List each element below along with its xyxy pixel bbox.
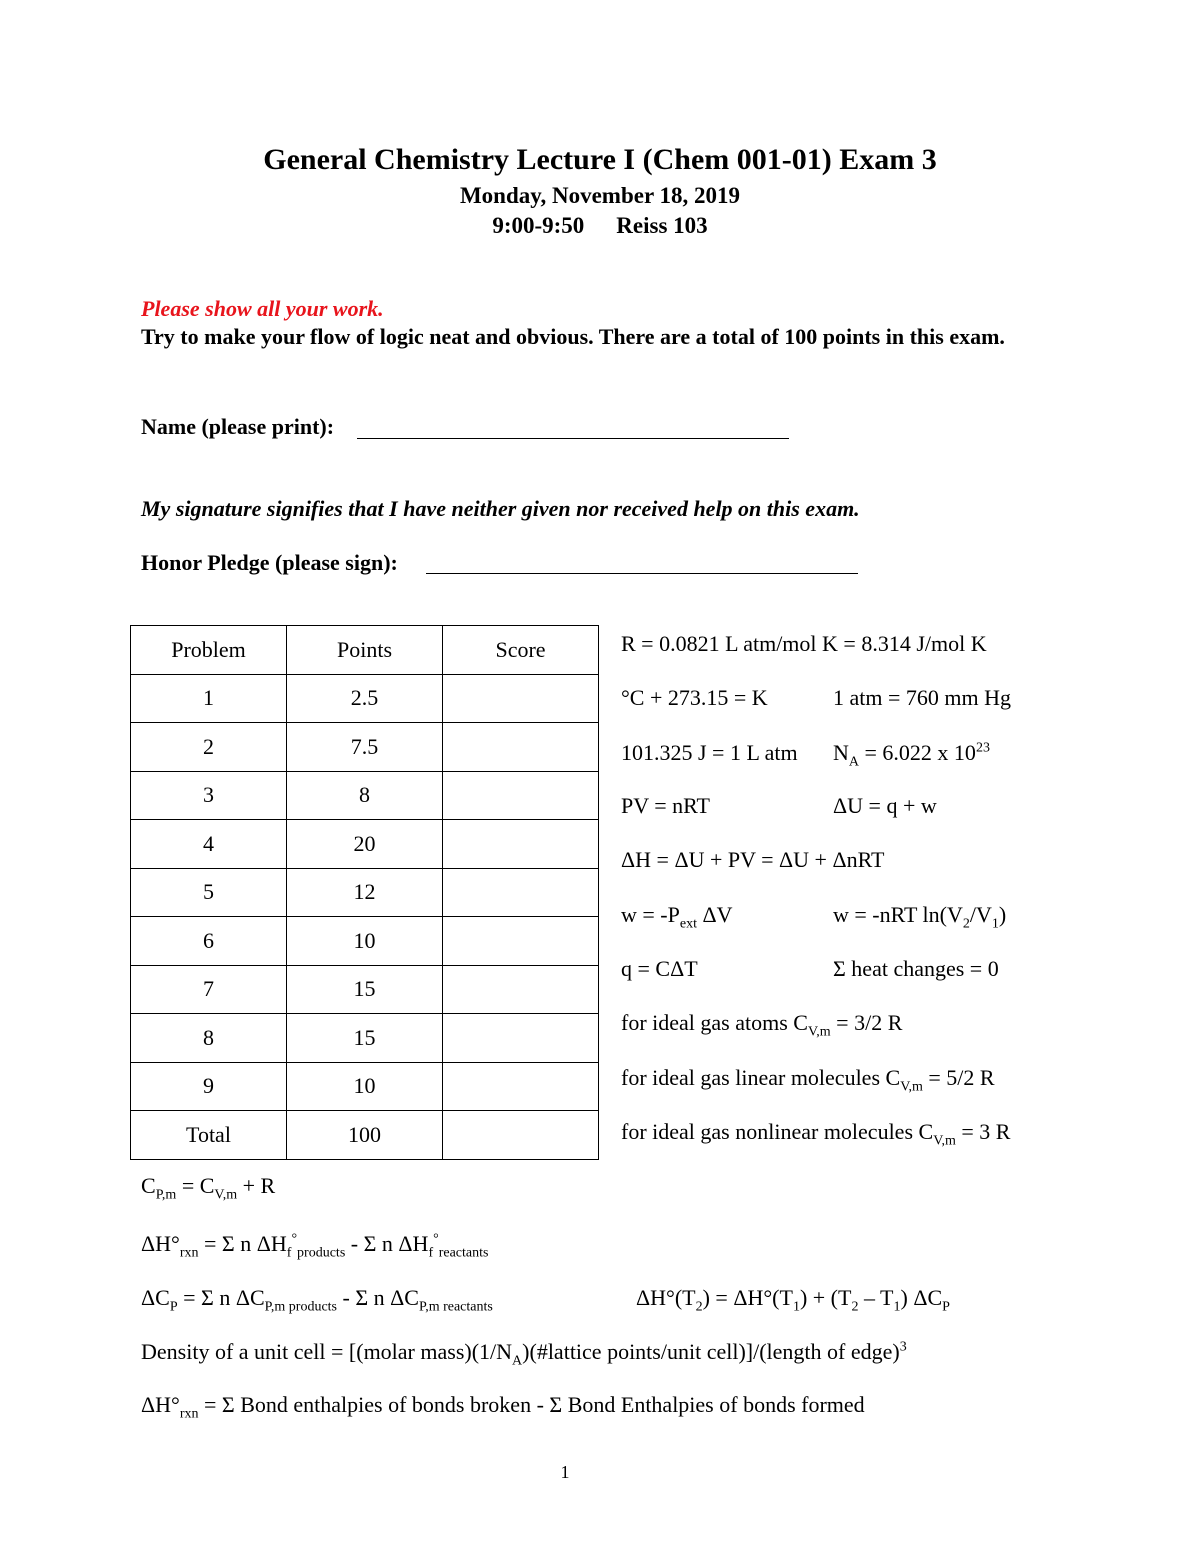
table-row-total: [131, 1111, 599, 1160]
table-header: Points: [287, 626, 443, 675]
name-label: Name (please print):: [141, 414, 335, 439]
score-cell[interactable]: [443, 1014, 599, 1063]
exam-time: 9:00-9:50: [492, 213, 585, 238]
problem-cell: 8: [131, 1014, 287, 1063]
problem-cell: 3: [131, 771, 287, 820]
cp-cv-relation: $C_{P,m} = C_{V,m} + R$: [141, 1173, 276, 1203]
points-cell: 10: [287, 1062, 443, 1111]
exam-title: General Chemistry Lecture I (Chem 001-01) Exam 3: [263, 143, 937, 176]
signature-blank-line[interactable]: [426, 573, 858, 574]
gas-constant: R = 0.0821 L atm/mol K = 8.314 J/mol K: [621, 631, 987, 656]
first-law: ΔU = q + w: [833, 793, 937, 818]
joule-latm: 101.325 J = 1 L atm: [621, 740, 798, 765]
unit-cell-density: Density of a unit cell = [(molar $mass)(1/N_A)(\#lattice$ points/unit cell)]/(length of edge)$^3$: [141, 1339, 907, 1369]
table-header-row: [131, 626, 599, 675]
atm-mmhg: 1 atm = 760 mm Hg: [833, 685, 1012, 710]
cv-linear: for ideal gas linear molecules $C_{V,m} = 5/2$ R: [621, 1065, 995, 1095]
sum-heat-changes: Σ heat changes = 0: [833, 956, 999, 981]
table-row: [131, 1062, 599, 1111]
points-cell: 8: [287, 771, 443, 820]
reaction-enthalpy-formation: $\Delta H^\circ_{rxn} = \Sigma$ n $\Delta H_f^\circ_{products}$ - Σ n $\Delta H_f^\circ_{reactants}$: [141, 1231, 489, 1261]
kirchhoff-law: $\Delta H^\circ(T_2) = \Delta H^\circ(T_1) + (T_2 - T_1)$ $\Delta C_P$: [636, 1285, 950, 1315]
problem-cell: Total: [131, 1111, 287, 1160]
score-cell[interactable]: [443, 820, 599, 869]
points-cell: 15: [287, 965, 443, 1014]
points-cell: 10: [287, 917, 443, 966]
score-cell[interactable]: [443, 965, 599, 1014]
ideal-gas-law: PV = nRT: [621, 793, 710, 818]
table-row: [131, 868, 599, 917]
work-pext: $w = -P_{ext}$ ΔV: [621, 902, 733, 932]
honor-pledge-label: Honor Pledge (please sign):: [141, 550, 398, 575]
score-cell[interactable]: [443, 1062, 599, 1111]
work-isothermal: w = -nRT $\ln(V_2/V_1)$: [833, 902, 1007, 932]
points-cell: 20: [287, 820, 443, 869]
exam-date: Monday, November 18, 2019: [459, 183, 741, 208]
problem-cell: 2: [131, 723, 287, 772]
work-warning: Please show all your work.: [141, 296, 384, 321]
table-row: [131, 771, 599, 820]
table-header: Score: [443, 626, 599, 675]
exam-time-room: [0, 213, 1200, 239]
score-cell[interactable]: [443, 1111, 599, 1160]
score-cell[interactable]: [443, 723, 599, 772]
page-number: 1: [560, 1462, 570, 1482]
score-cell[interactable]: [443, 917, 599, 966]
table-header: Problem: [131, 626, 287, 675]
points-cell: 100: [287, 1111, 443, 1160]
table-row: [131, 723, 599, 772]
score-cell[interactable]: [443, 868, 599, 917]
exam-room: Reiss 103: [616, 213, 708, 238]
problem-cell: 5: [131, 868, 287, 917]
heat-capacity-eq: q = CΔT: [621, 956, 698, 981]
pledge-statement: My signature signifies that I have neither given nor received help on this exam.: [141, 496, 860, 521]
table-row: [131, 674, 599, 723]
name-blank-line[interactable]: [357, 438, 789, 439]
score-cell[interactable]: [443, 771, 599, 820]
points-cell: 2.5: [287, 674, 443, 723]
celsius-kelvin: °C + 273.15 = K: [621, 685, 768, 710]
table-row: [131, 965, 599, 1014]
delta-cp: $\Delta C_P = \Sigma$ n $\Delta C_{P,m products}$ - Σ n $\Delta C_{P,m reactants}$: [141, 1285, 493, 1315]
cv-atoms: for ideal gas atoms $C_{V,m} = 3/2$ R: [621, 1010, 903, 1040]
instructions-note: Try to make your flow of logic neat and obvious. There are a total of 100 points in this exam.: [141, 324, 1005, 349]
enthalpy-eq: ΔH = ΔU + PV = ΔU + ΔnRT: [621, 847, 885, 872]
table-row: [131, 917, 599, 966]
problem-cell: 1: [131, 674, 287, 723]
table-row: [131, 820, 599, 869]
problem-cell: 9: [131, 1062, 287, 1111]
score-cell[interactable]: [443, 674, 599, 723]
problem-cell: 4: [131, 820, 287, 869]
score-table: [130, 625, 599, 1160]
problem-cell: 7: [131, 965, 287, 1014]
points-cell: 12: [287, 868, 443, 917]
avogadro: $N_A = 6.022$ x $10^{23}$: [833, 740, 990, 770]
points-cell: 15: [287, 1014, 443, 1063]
points-cell: 7.5: [287, 723, 443, 772]
cv-nonlinear: for ideal gas nonlinear molecules $C_{V,m} = 3$ R: [621, 1119, 1011, 1149]
bond-enthalpy-formula: $\Delta H^\circ_{rxn} = \Sigma$ Bond enthalpies of bonds broken - Σ Bond Enthalpies of bonds formed: [141, 1392, 865, 1422]
problem-cell: 6: [131, 917, 287, 966]
table-row: [131, 1014, 599, 1063]
